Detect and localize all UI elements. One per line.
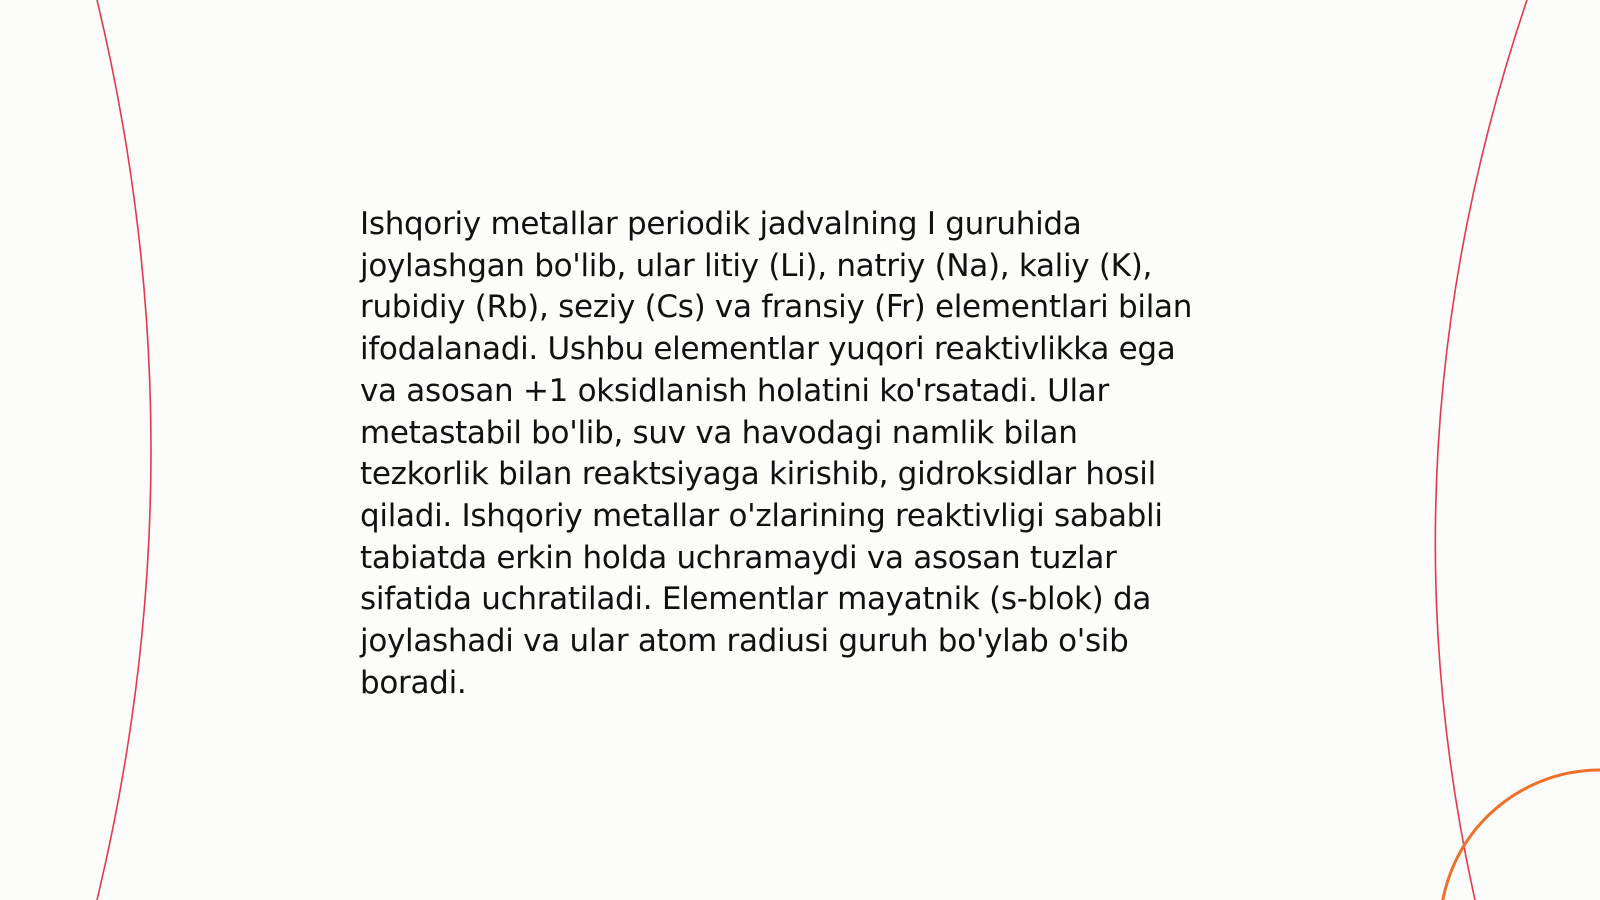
left-red-curve [97, 0, 151, 900]
right-red-curve [1435, 0, 1527, 900]
slide-paragraph: Ishqoriy metallar periodik jadvalning I guruhida joylashgan bo'lib, ular litiy (Li), natriy (Na), kaliy (K), rubidiy (Rb), seziy (Cs) va fransiy (Fr) elementlari bilan ifodalanadi. Ushbu elementlar yuqori reaktivlikka ega va asosan +1 oksidlanish holatini ko'rsatadi. Ular metastabil bo'lib, suv va havodagi namlik bilan tezkorlik bilan reaktsiyaga kirishib, gidroksidlar hosil qiladi. Ishqoriy metallar o'zlarining reaktivligi sababli tabiatda erkin holda uchramaydi va asosan tuzlar sifatida uchratiladi. Elementlar mayatnik (s-blok) da joylashadi va ular atom radiusi guruh bo'ylab o'sib boradi. [360, 206, 1193, 701]
orange-circle-arc [1440, 770, 1600, 900]
